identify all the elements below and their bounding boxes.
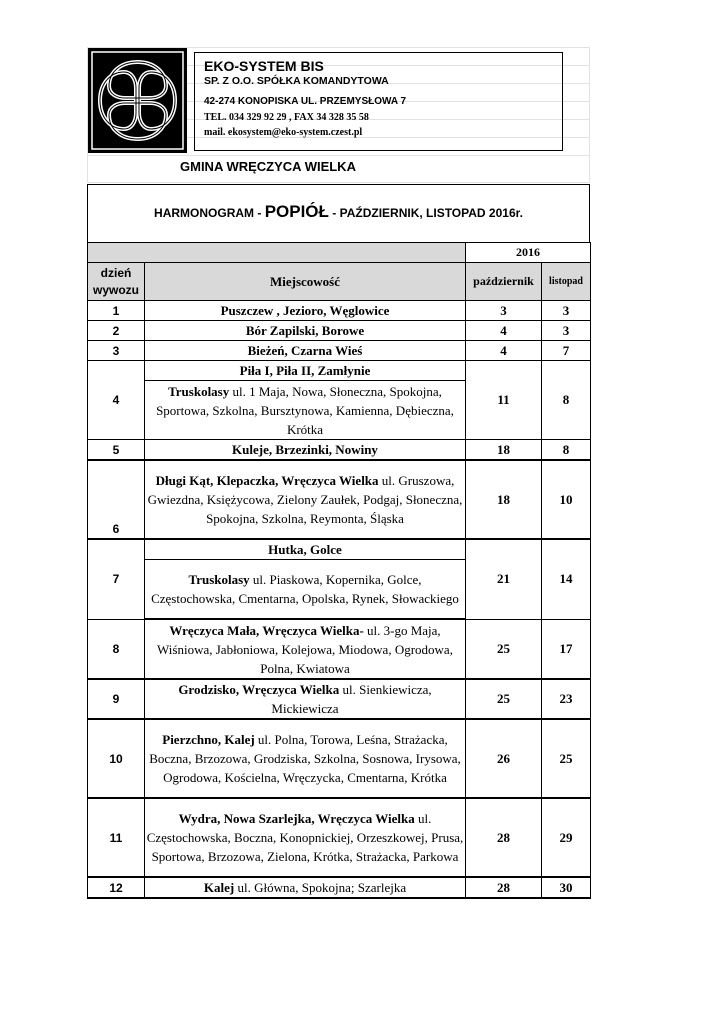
november-date-cell: 10 [542, 460, 591, 539]
column-header-november: listopad [542, 263, 591, 301]
day-number-cell: 12 [88, 877, 145, 898]
year-header: 2016 [466, 243, 591, 263]
column-header-day-line2: wywozu [92, 282, 139, 297]
november-date-cell: 8 [542, 440, 591, 461]
table-row [88, 440, 591, 461]
october-date-cell: 25 [466, 679, 542, 719]
october-date-cell: 4 [466, 321, 542, 341]
column-header-october: październik [466, 263, 542, 301]
year-header-blank [88, 243, 466, 263]
title-prefix: HARMONOGRAM - [154, 206, 265, 220]
celtic-knot-logo-icon [88, 48, 187, 153]
november-date-cell: 25 [542, 719, 591, 798]
title-main: POPIÓŁ [264, 202, 329, 221]
october-date-cell: 3 [466, 301, 542, 321]
location-streets-text: ul. 3-go Maja, Wiśniowa, Jabłoniowa, Kolejowa, Miodowa, Ogrodowa, Polna, Kwiatowa [157, 622, 453, 676]
november-date-cell: 17 [542, 619, 591, 679]
location-bold-text: Bieżeń, Czarna Wieś [247, 343, 363, 358]
table-row [88, 361, 591, 381]
november-date-cell: 8 [542, 361, 591, 440]
company-email: mail. ekosystem@eko-system.czest.pl [204, 127, 363, 138]
day-number-cell: 10 [88, 719, 145, 798]
november-date-cell: 7 [542, 341, 591, 361]
location-bold-text: Truskolasy [168, 383, 230, 399]
location-cell [145, 679, 466, 719]
october-date-cell: 4 [466, 341, 542, 361]
location-streets-text: ul. Główna, Spokojna; Szarlejka [234, 880, 407, 895]
company-subtitle: SP. Z O.O. SPÓŁKA KOMANDYTOWA [204, 75, 389, 87]
company-address: 42-274 KONOPISKA UL. PRZEMYSŁOWA 7 [204, 96, 407, 107]
location-cell [145, 301, 466, 321]
location-bold-text: Puszczew , Jezioro, Węglowice [220, 303, 390, 318]
company-phone: TEL. 034 329 92 29 , FAX 34 328 35 58 [204, 112, 369, 123]
location-streets-text: ul. Polna, Torowa, Leśna, Strażacka, Boczna, Brzozowa, Grodziska, Szkolna, Sosnowa, Irysowa, Ogrodowa, Kościelna, Wręczycka, Cmentarna, Krótka [149, 732, 461, 785]
location-bold-text: Hutka, Golce [268, 542, 342, 557]
october-date-cell: 21 [466, 539, 542, 619]
table-row [88, 321, 591, 341]
november-date-cell: 14 [542, 539, 591, 619]
column-header-day [88, 263, 145, 301]
table-row [88, 341, 591, 361]
column-header-row [88, 263, 591, 301]
location-cell [145, 361, 466, 381]
day-number-cell: 1 [88, 301, 145, 321]
location-streets-text: ul. Piaskowa, Kopernika, Golce, Częstochowska, Cmentarna, Opolska, Rynek, Słowackiego [151, 572, 459, 606]
location-bold-text: Grodzisko, Wręczyca Wielka [178, 682, 340, 697]
table-row [88, 539, 591, 560]
november-date-cell: 3 [542, 301, 591, 321]
table-row [88, 798, 591, 877]
location-bold-text: Wręczyca Mała, Wręczyca Wielka- [169, 622, 364, 638]
table-row [88, 877, 591, 898]
location-streets-text: ul. 1 Maja, Nowa, Słoneczna, Spokojna, Sportowa, Szkolna, Bursztynowa, Kamienna, Dębieczna, Krótka [156, 383, 454, 437]
day-number-cell: 8 [88, 619, 145, 679]
location-bold-text: Długi Kąt, Klepaczka, Wręczyca Wielka [155, 473, 379, 488]
november-date-cell: 3 [542, 321, 591, 341]
october-date-cell: 18 [466, 460, 542, 539]
location-streets-text: ul. Częstochowska, Boczna, Konopnickiej, Orzeszkowej, Prusa, Sportowa, Brzozowa, Zielona, Krótka, Strażacka, Parkowa [146, 811, 464, 864]
page-title [88, 202, 589, 222]
location-cell [145, 539, 466, 560]
year-header-row [88, 243, 591, 263]
location-bold-text: Wydra, Nowa Szarlejka, Wręczyca Wielka [178, 811, 415, 826]
column-header-place: Miejscowość [145, 263, 466, 301]
location-cell [145, 719, 466, 798]
november-date-cell: 29 [542, 798, 591, 877]
day-number-cell: 9 [88, 679, 145, 719]
company-info-box [194, 52, 563, 151]
title-box [87, 184, 590, 242]
day-number-cell: 11 [88, 798, 145, 877]
column-header-day-line1: dzień [100, 265, 132, 280]
october-date-cell: 11 [466, 361, 542, 440]
location-bold-text: Kalej [203, 880, 235, 895]
schedule-table [87, 242, 591, 899]
table-row [88, 619, 591, 679]
october-date-cell: 18 [466, 440, 542, 461]
day-number-cell: 7 [88, 539, 145, 619]
location-bold-text: Truskolasy [188, 572, 250, 587]
location-cell [145, 619, 466, 679]
november-date-cell: 23 [542, 679, 591, 719]
table-row [88, 679, 591, 719]
location-cell [145, 321, 466, 341]
day-number-cell: 6 [88, 460, 145, 539]
day-number-cell: 3 [88, 341, 145, 361]
november-date-cell: 30 [542, 877, 591, 898]
october-date-cell: 28 [466, 798, 542, 877]
company-name: EKO-SYSTEM BIS [204, 58, 324, 74]
day-number-cell: 5 [88, 440, 145, 461]
location-bold-text: Piła I, Piła II, Zamłynie [239, 363, 371, 378]
location-cell [145, 440, 466, 461]
location-cell [145, 381, 466, 440]
day-number-cell: 2 [88, 321, 145, 341]
location-cell [145, 460, 466, 539]
location-cell [145, 877, 466, 898]
october-date-cell: 28 [466, 877, 542, 898]
table-row [88, 460, 591, 539]
day-number-cell: 4 [88, 361, 145, 440]
october-date-cell: 26 [466, 719, 542, 798]
location-bold-text: Pierzchno, Kalej [162, 732, 255, 747]
location-streets-text: ul. Gruszowa, Gwiezdna, Księżycowa, Zielony Zaułek, Podgaj, Słoneczna, Spokojna, Szkolna, Reymonta, Śląska [147, 473, 463, 526]
table-row [88, 719, 591, 798]
gmina-heading: GMINA WRĘCZYCA WIELKA [180, 159, 356, 174]
location-bold-text: Kuleje, Brzezinki, Nowiny [232, 442, 378, 457]
location-cell [145, 341, 466, 361]
title-suffix: - PAŹDZIERNIK, LISTOPAD 2016r. [328, 206, 523, 220]
location-bold-text: Bór Zapilski, Borowe [245, 323, 365, 338]
location-streets-text: ul. Sienkiewicza, Mickiewicza [271, 682, 432, 716]
table-row [88, 301, 591, 321]
october-date-cell: 25 [466, 619, 542, 679]
location-cell [145, 560, 466, 620]
location-cell [145, 798, 466, 877]
